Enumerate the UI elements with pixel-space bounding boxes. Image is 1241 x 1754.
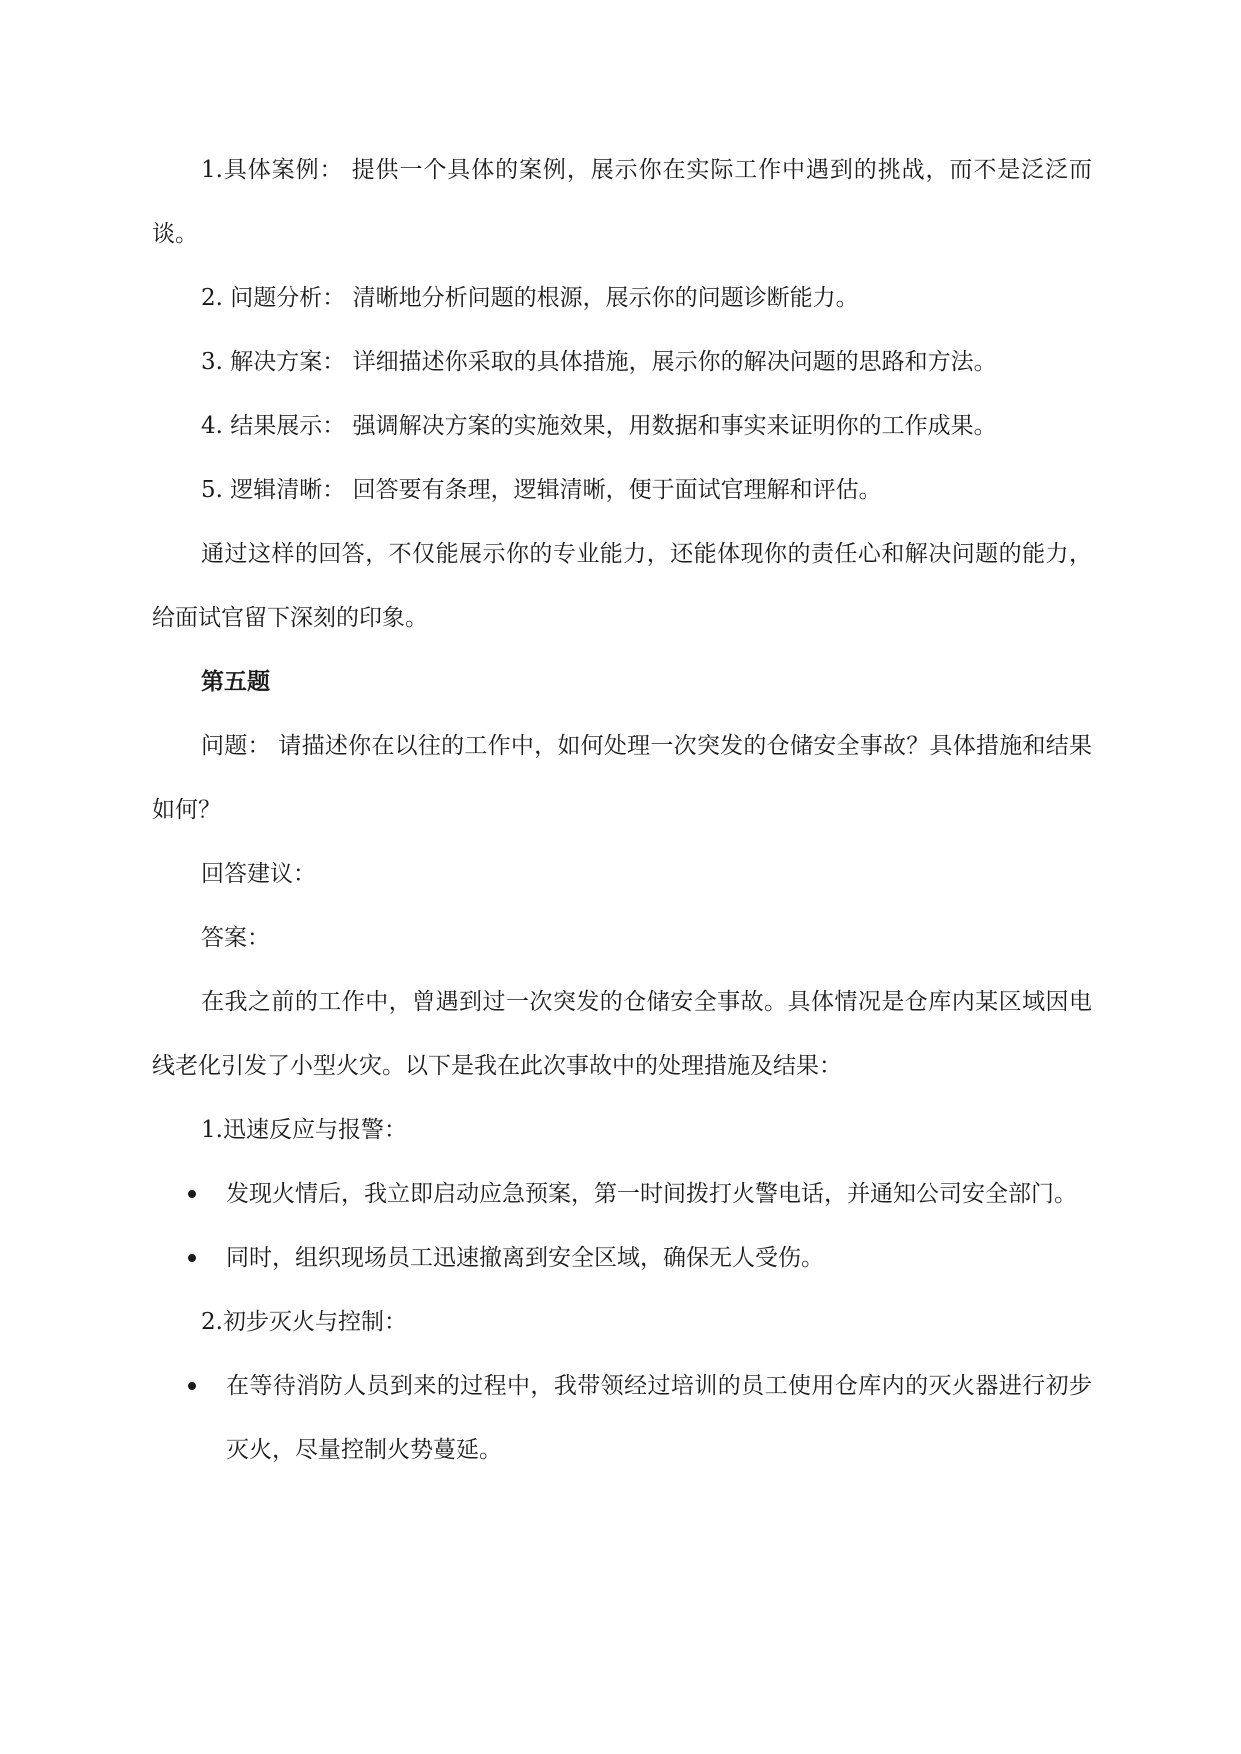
bullet-icon	[188, 1190, 196, 1198]
step-2-bullet-list	[152, 1354, 1092, 1482]
tip-result: 4. 结果展示： 强调解决方案的实施效果，用数据和事实来证明你的工作成果。	[201, 413, 997, 439]
list-item	[152, 1162, 1092, 1226]
answer-label: 答案：	[201, 925, 270, 951]
tip-specific-case: 1.具体案例： 提供一个具体的案例，展示你在实际工作中遇到的挑战，而不是泛泛而谈。	[152, 157, 1092, 247]
list-item	[152, 1226, 1092, 1290]
step-1-title: 1.迅速反应与报警：	[201, 1117, 407, 1143]
advice-label: 回答建议：	[201, 861, 316, 887]
section-heading: 第五题	[201, 669, 270, 695]
bullet-text: 发现火情后，我立即启动应急预案，第一时间拨打火警电话，并通知公司安全部门。	[226, 1181, 1077, 1207]
summary-paragraph: 通过这样的回答，不仅能展示你的专业能力，还能体现你的责任心和解决问题的能力，给面试官留下深刻的印象。	[152, 541, 1092, 631]
step-2-title: 2.初步灭火与控制：	[201, 1309, 407, 1335]
document-body	[152, 138, 1092, 1482]
step-1-bullet-list	[152, 1162, 1092, 1290]
bullet-icon	[188, 1382, 196, 1390]
bullet-text: 同时，组织现场员工迅速撤离到安全区域，确保无人受伤。	[226, 1245, 824, 1271]
list-item	[152, 1354, 1092, 1482]
question-paragraph: 问题： 请描述你在以往的工作中，如何处理一次突发的仓储安全事故？具体措施和结果如何？	[152, 733, 1092, 823]
bullet-text: 在等待消防人员到来的过程中，我带领经过培训的员工使用仓库内的灭火器进行初步灭火，尽量控制火势蔓延。	[226, 1373, 1092, 1463]
bullet-icon	[188, 1254, 196, 1262]
answer-intro: 在我之前的工作中，曾遇到过一次突发的仓储安全事故。具体情况是仓库内某区域因电线老化引发了小型火灾。以下是我在此次事故中的处理措施及结果：	[152, 989, 1092, 1079]
tip-solution: 3. 解决方案： 详细描述你采取的具体措施，展示你的解决问题的思路和方法。	[201, 349, 997, 375]
tip-problem-analysis: 2. 问题分析： 清晰地分析问题的根源，展示你的问题诊断能力。	[201, 285, 859, 311]
tip-logic: 5. 逻辑清晰： 回答要有条理，逻辑清晰，便于面试官理解和评估。	[201, 477, 882, 503]
